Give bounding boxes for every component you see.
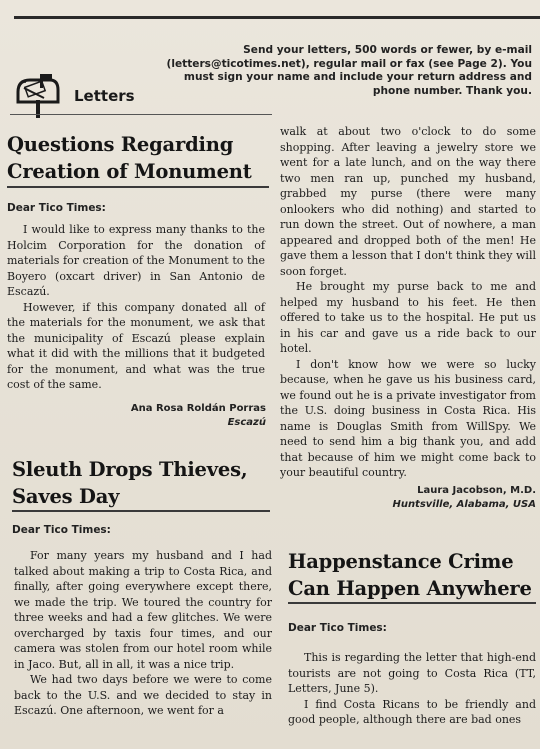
letter-body bbox=[14, 548, 272, 719]
headline-rule bbox=[12, 510, 270, 512]
paragraph: He brought my purse back to me and helped my husband to his feet. He then offered to take us to the hospital. He put us in his car and gave us a ride back to our hotel. bbox=[280, 280, 536, 355]
signature bbox=[330, 484, 536, 512]
headline-sleuth: Sleuth Drops Thieves, Saves Day bbox=[12, 458, 248, 508]
signer-name: Laura Jacobson, M.D. bbox=[417, 485, 536, 496]
signature bbox=[60, 402, 266, 430]
paragraph: However, if this company donated all of the materials for the monument, we ask that the municipality of Escazú please explain what it did with the millions that it budgeted for the monument, and what was the true cost of the same. bbox=[7, 300, 265, 391]
paragraph: For many years my husband and I had talked about making a trip to Costa Rica, and finally, after going everywhere except there, we made the trip. We toured the country for three weeks and had a few glitches. We were overcharged by taxis four times, and our camera was stolen from our hotel room while in Jaco. But, all in all, it was a nice trip. bbox=[14, 549, 272, 671]
salutation: Dear Tico Times: bbox=[12, 524, 111, 536]
headline-rule bbox=[288, 602, 536, 604]
headline-monument: Questions Regarding Creation of Monument bbox=[7, 133, 252, 183]
headline-rule bbox=[7, 186, 269, 188]
signer-name: Ana Rosa Roldán Porras bbox=[130, 403, 266, 414]
paragraph: I would like to express many thanks to the Holcim Corporation for the donation of materials for creation of the Monument to the Boyero (oxcart driver) in San Antonio de Escazú. bbox=[7, 223, 265, 298]
letter-body-continued bbox=[280, 124, 536, 481]
section-label: Letters bbox=[74, 87, 135, 105]
paragraph: I don't know how we were so lucky because, when he gave us his business card, we found out he is a private investigator from the U.S. doing business in Costa Rica. His name is Douglas Smith from WillSpy. We need to send him a big thank you, and add that because of him we might come back to your beautiful country. bbox=[280, 357, 536, 479]
paragraph: walk at about two o'clock to do some shopping. After leaving a jewelry store we went for a late lunch, and on the way there two men ran up, punched my husband, grabbed my purse (there were many onlookers who did nothing) and started to run down the street. Out of nowhere, a man appeared and dropped both of the men! He gave them a lesson that I don't think they will soon forget. bbox=[280, 125, 536, 278]
signer-place: Huntsville, Alabama, USA bbox=[392, 499, 536, 510]
mailbox-icon bbox=[10, 70, 66, 118]
salutation: Dear Tico Times: bbox=[7, 202, 106, 214]
letter-body bbox=[288, 650, 536, 728]
top-rule bbox=[14, 16, 540, 19]
paragraph: I find Costa Ricans to be friendly and good people, although there are bad ones bbox=[288, 697, 536, 726]
submission-note: Send your letters, 500 words or fewer, by e-mail (letters@ticotimes.net), regular mail or fax (see Page 2). You must sign your name and include your return address and phone number. Thank you. bbox=[166, 44, 532, 97]
signer-place: Escazú bbox=[227, 417, 266, 428]
letter-body bbox=[7, 222, 265, 393]
label-rule bbox=[10, 114, 272, 115]
headline-happenstance: Happenstance Crime Can Happen Anywhere bbox=[288, 550, 532, 600]
paragraph: This is regarding the letter that high-end tourists are not going to Costa Rica (TT, Letters, June 5). bbox=[288, 651, 536, 695]
salutation: Dear Tico Times: bbox=[288, 622, 387, 634]
paragraph: We had two days before we were to come back to the U.S. and we decided to stay in Escazú. One afternoon, we went for a bbox=[14, 673, 272, 717]
